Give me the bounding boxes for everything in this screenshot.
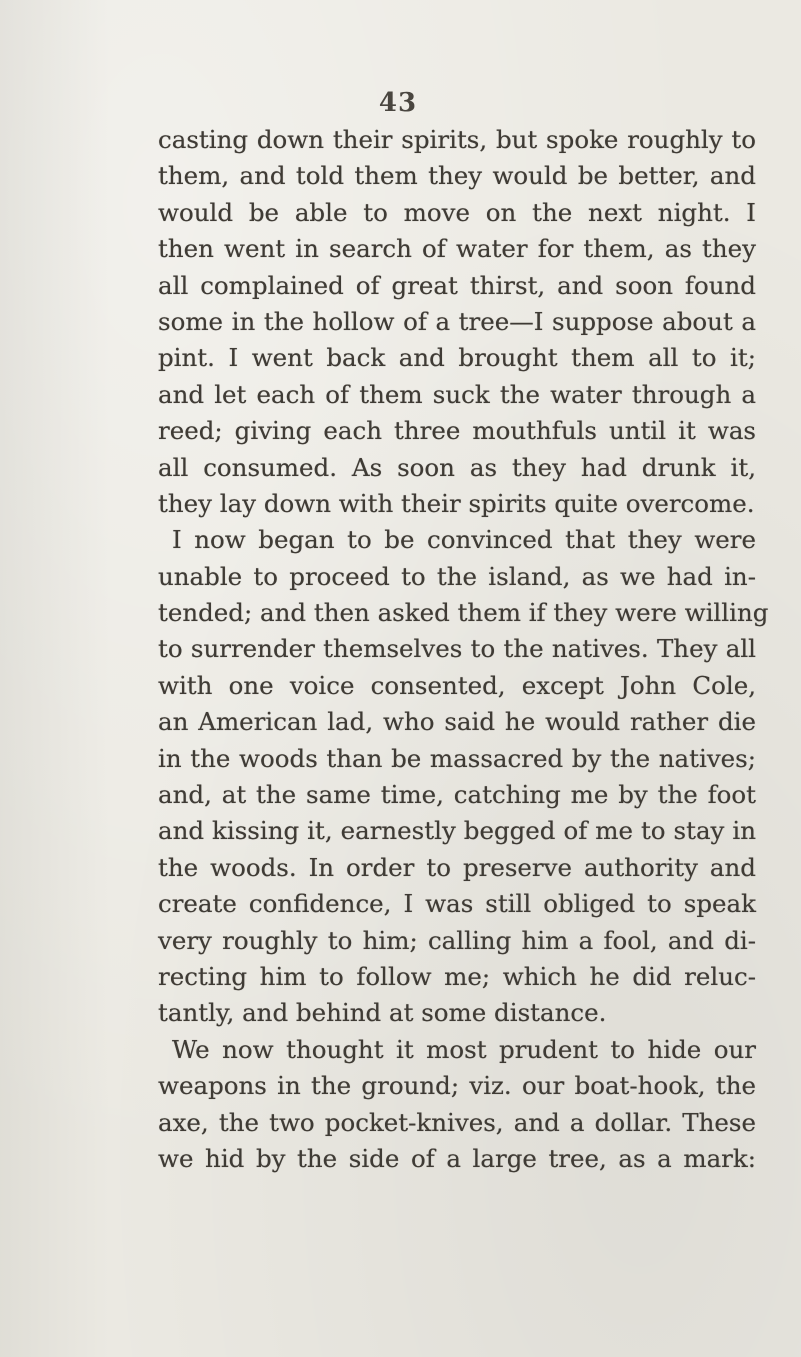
text-line: reed; giving each three mouthfuls until it was: [158, 416, 756, 446]
text-line: all complained of great thirst, and soon found: [158, 270, 756, 300]
text-line: pint. I went back and brought them all to it;: [158, 343, 756, 373]
text-line: an American lad, who said he would rather die: [158, 707, 756, 737]
text-line: I now began to be convinced that they were: [172, 525, 756, 555]
text-line: then went in search of water for them, as they: [158, 234, 756, 264]
text-line: unable to proceed to the island, as we had in-: [158, 561, 756, 591]
page-number: 43: [378, 88, 418, 118]
text-line: they lay down with their spirits quite overcome.: [158, 488, 755, 518]
text-line: create confidence, I was still obliged to speak: [158, 889, 756, 919]
text-line: we hid by the side of a large tree, as a mark:: [158, 1143, 756, 1173]
text-line: recting him to follow me; which he did reluc-: [158, 961, 756, 991]
text-line: some in the hollow of a tree—I suppose about a: [158, 306, 756, 336]
text-line: We now thought it most prudent to hide our: [172, 1034, 756, 1064]
text-line: with one voice consented, except John Cole,: [158, 670, 756, 700]
text-line: tended; and then asked them if they were willing: [158, 598, 769, 628]
text-line: axe, the two pocket-knives, and a dollar. These: [158, 1107, 756, 1137]
text-line: all consumed. As soon as they had drunk it,: [158, 452, 756, 482]
text-line: casting down their spirits, but spoke roughly to: [158, 125, 756, 154]
text-line: weapons in the ground; viz. our boat-hook, the: [158, 1071, 756, 1101]
text-line: the woods. In order to preserve authority and: [158, 852, 756, 882]
text-line: very roughly to him; calling him a fool, and di-: [158, 925, 756, 955]
text-line: to surrender themselves to the natives. They all: [158, 634, 756, 664]
text-line: them, and told them they would be better, and: [158, 161, 756, 191]
text-line: in the woods than be massacred by the natives;: [158, 743, 756, 773]
text-line: and kissing it, earnestly begged of me to stay in: [158, 816, 756, 846]
text-line: and, at the same time, catching me by the foot: [158, 780, 756, 810]
text-line: and let each of them suck the water through a: [158, 379, 756, 409]
text-line: would be able to move on the next night. I: [158, 197, 756, 227]
body-text: [158, 122, 769, 1177]
page-gutter-shadow: [0, 0, 110, 1357]
text-line: tantly, and behind at some distance.: [158, 998, 607, 1028]
